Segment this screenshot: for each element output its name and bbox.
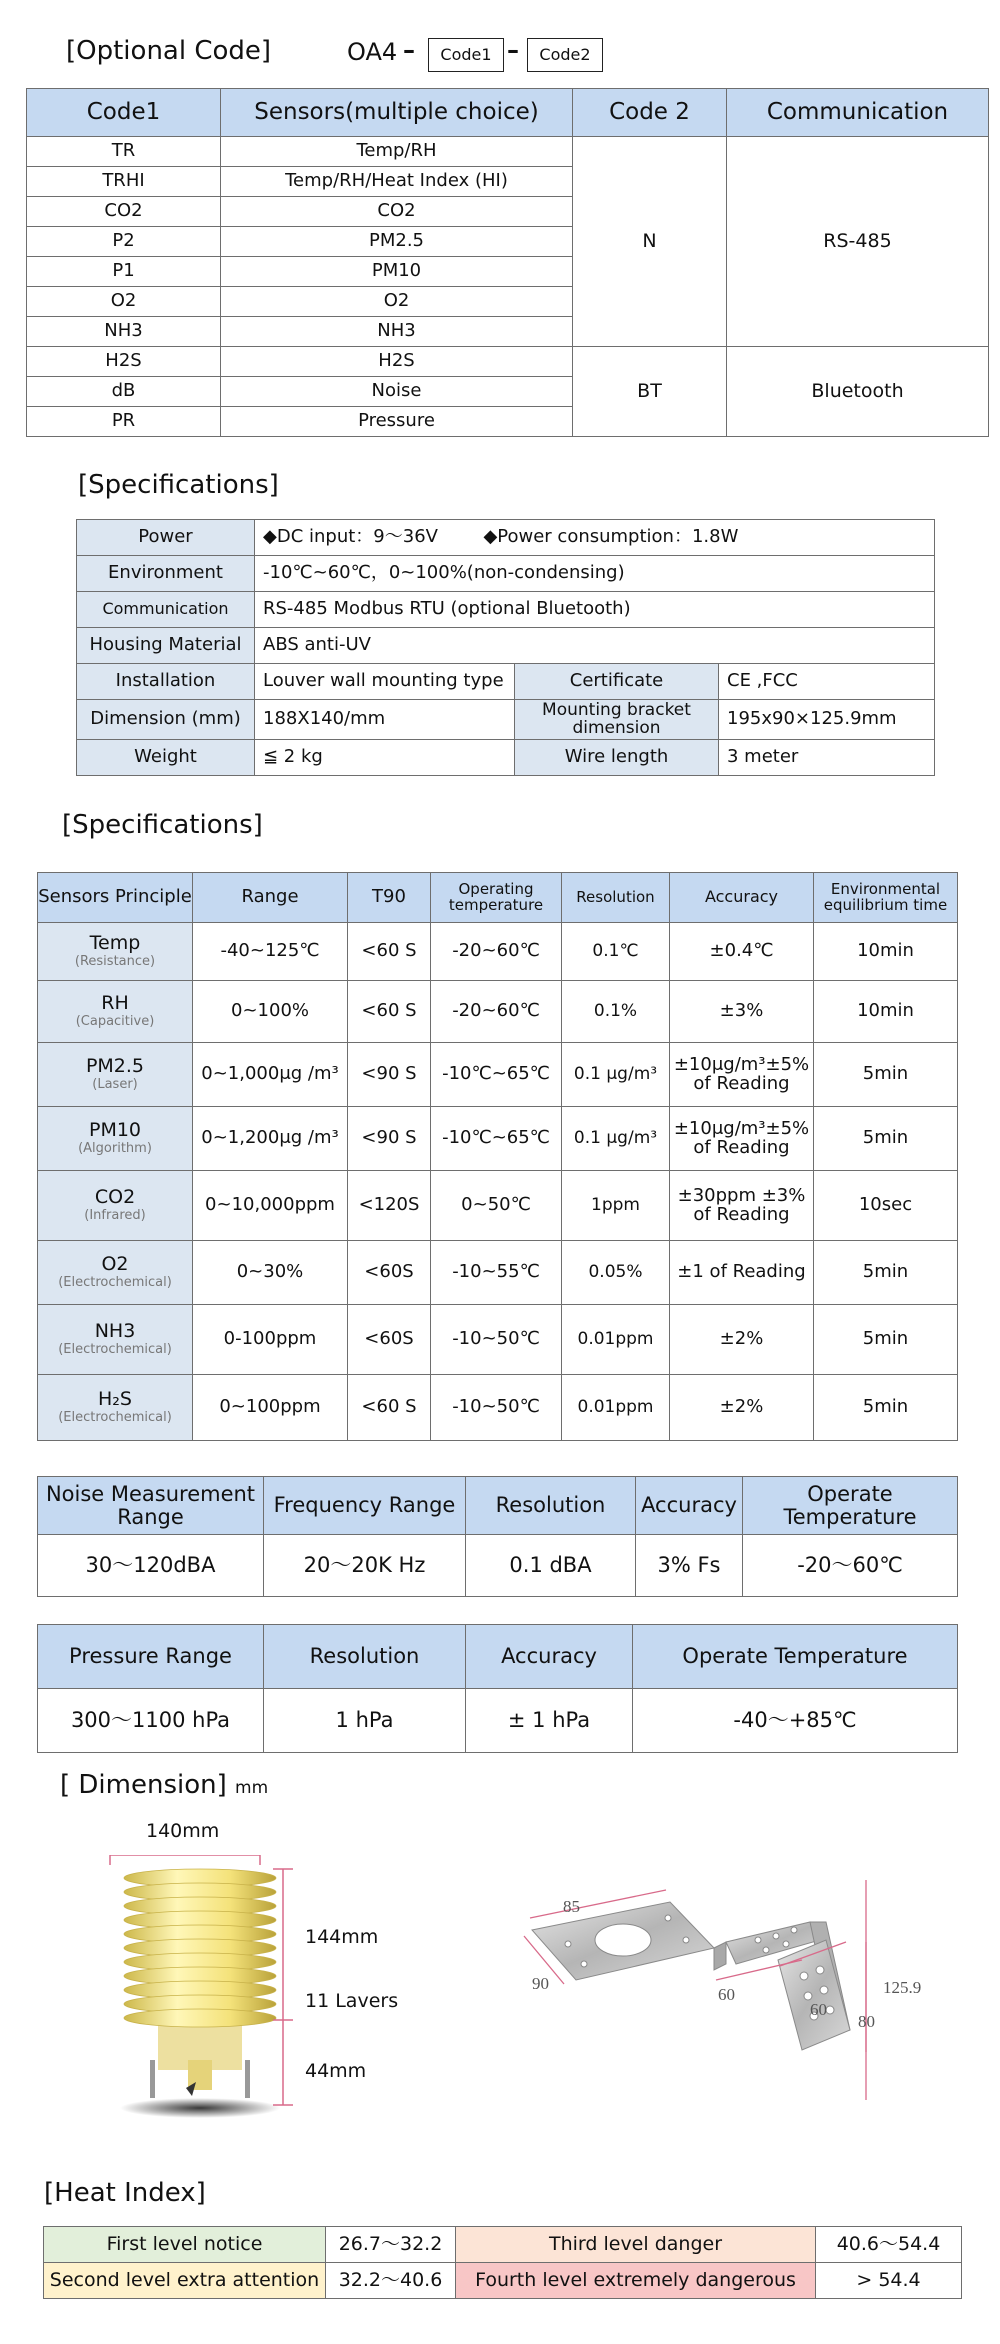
sensor-range: 0~1,000μg /m³ xyxy=(193,1043,348,1107)
pressure-table xyxy=(37,1624,958,1753)
comm-rs485: RS-485 xyxy=(727,137,989,347)
sensor-cell: Temp/RH xyxy=(221,137,573,167)
sensor-t90: <90 S xyxy=(348,1043,431,1107)
sensor-spec-table xyxy=(37,872,958,1441)
sensor-operating-temp: -10~55℃ xyxy=(431,1241,562,1305)
code-cell: PR xyxy=(27,407,221,437)
sensor-equilibrium: 10min xyxy=(814,923,958,981)
code2-box: Code2 xyxy=(527,38,603,72)
sensor-cell: Temp/RH/Heat Index (HI) xyxy=(221,167,573,197)
sensor-operating-temp: 0~50℃ xyxy=(431,1171,562,1241)
power-input: ◆DC input：9～36V xyxy=(263,526,438,548)
heat-index-title: [Heat Index] xyxy=(44,2178,206,2208)
pressure-hdr-temperature: Operate Temperature xyxy=(633,1625,958,1689)
sensor-principle: (Infrared) xyxy=(84,1207,146,1223)
bracket-90: 90 xyxy=(532,1974,549,1993)
sensor-resolution: 0.1% xyxy=(562,981,670,1043)
bracket-125: 125.9 xyxy=(883,1978,922,1997)
sensor-cell: PM10 xyxy=(221,257,573,287)
sensor-accuracy: ±2% xyxy=(670,1305,814,1375)
bracket-60-a: 60 xyxy=(718,1985,735,2004)
sensor-resolution: 0.1 μg/m³ xyxy=(562,1043,670,1107)
code-cell: P1 xyxy=(27,257,221,287)
sensor-t90: <90 S xyxy=(348,1107,431,1171)
sensor-row xyxy=(38,1043,958,1107)
sensor-range: 0~10,000ppm xyxy=(193,1171,348,1241)
sensor-range: 0~30% xyxy=(193,1241,348,1305)
sensor-resolution: 0.05% xyxy=(562,1241,670,1305)
sensor-t90: <60S xyxy=(348,1305,431,1375)
housing-label: Housing Material xyxy=(77,628,255,664)
heat-level-3: Third level danger xyxy=(456,2227,816,2263)
hdr-accuracy: Accuracy xyxy=(670,873,814,923)
sensor-row xyxy=(38,1107,958,1171)
communication-label: Communication xyxy=(77,592,255,628)
sensor-range: 0~1,200μg /m³ xyxy=(193,1107,348,1171)
sensor-operating-temp: -10℃~65℃ xyxy=(431,1043,562,1107)
sensor-resolution: 0.1℃ xyxy=(562,923,670,981)
sensor-equilibrium: 5min xyxy=(814,1107,958,1171)
sensor-equilibrium: 5min xyxy=(814,1375,958,1441)
sensor-name: O2 xyxy=(101,1253,129,1276)
pressure-hdr-resolution: Resolution xyxy=(264,1625,466,1689)
sensor-accuracy: ±10μg/m³±5% of Reading xyxy=(670,1043,814,1107)
hdr-range: Range xyxy=(193,873,348,923)
dimension-label: Dimension (mm) xyxy=(77,700,255,740)
comm-bluetooth: Bluetooth xyxy=(727,347,989,437)
spec2-title: [Specifications] xyxy=(62,810,263,840)
sensor-equilibrium: 10min xyxy=(814,981,958,1043)
communication-value: RS-485 Modbus RTU (optional Bluetooth) xyxy=(255,592,935,628)
code-cell: NH3 xyxy=(27,317,221,347)
bracket-label: Mounting bracket dimension xyxy=(515,700,719,740)
sensor-accuracy: ±0.4℃ xyxy=(670,923,814,981)
dash-1: – xyxy=(403,36,415,64)
width-label: 140mm xyxy=(146,1820,220,1842)
environment-label: Environment xyxy=(77,556,255,592)
sensor-accuracy: ±2% xyxy=(670,1375,814,1441)
sensor-cell: H2S xyxy=(221,347,573,377)
code-cell: dB xyxy=(27,377,221,407)
sensor-accuracy: ±1 of Reading xyxy=(670,1241,814,1305)
sensor-accuracy: ±3% xyxy=(670,981,814,1043)
sensor-accuracy: ±30ppm ±3% of Reading xyxy=(670,1171,814,1241)
sensor-name: PM10 xyxy=(88,1119,142,1142)
code-cell: CO2 xyxy=(27,197,221,227)
sensor-principle-cell xyxy=(38,1241,193,1305)
bottom-label: 44mm xyxy=(305,2060,367,2082)
hdr-t90: T90 xyxy=(348,873,431,923)
pressure-accuracy: ± 1 hPa xyxy=(466,1689,633,1753)
sensor-principle-cell xyxy=(38,1107,193,1171)
heat-level-4: Fourth level extremely dangerous xyxy=(456,2263,816,2299)
code-cell: O2 xyxy=(27,287,221,317)
pressure-temperature: -40～+85℃ xyxy=(633,1689,958,1753)
sensor-principle: (Electrochemical) xyxy=(58,1341,172,1357)
pressure-range: 300～1100 hPa xyxy=(38,1689,264,1753)
noise-hdr-resolution: Resolution xyxy=(466,1477,636,1535)
bracket-80: 80 xyxy=(858,2012,875,2031)
sensor-cell: Noise xyxy=(221,377,573,407)
heat-range-4: > 54.4 xyxy=(816,2263,962,2299)
heat-range-2: 32.2～40.6 xyxy=(326,2263,456,2299)
height-label: 144mm xyxy=(305,1926,379,1948)
heat-level-1: First level notice xyxy=(44,2227,326,2263)
bracket-60-b: 60 xyxy=(810,2000,827,2019)
noise-frequency: 20～20K Hz xyxy=(264,1535,466,1597)
sensor-t90: <60 S xyxy=(348,923,431,981)
hdr-code1: Code1 xyxy=(27,89,221,137)
power-value xyxy=(255,520,935,556)
dimension-unit: mm xyxy=(235,1778,269,1798)
sensor-principle-cell xyxy=(38,1305,193,1375)
sensor-resolution: 0.1 μg/m³ xyxy=(562,1107,670,1171)
sensor-name: NH3 xyxy=(94,1320,136,1343)
installation-value: Louver wall mounting type xyxy=(255,664,515,700)
pressure-hdr-range: Pressure Range xyxy=(38,1625,264,1689)
hdr-principle: Sensors Principle xyxy=(38,873,193,923)
sensor-row xyxy=(38,1305,958,1375)
sensor-range: 0-100ppm xyxy=(193,1305,348,1375)
heat-range-3: 40.6～54.4 xyxy=(816,2227,962,2263)
code-cell: P2 xyxy=(27,227,221,257)
sensor-row xyxy=(38,1171,958,1241)
noise-range: 30～120dBA xyxy=(38,1535,264,1597)
sensor-t90: <60S xyxy=(348,1241,431,1305)
noise-table xyxy=(37,1476,958,1597)
bracket-value: 195x90×125.9mm xyxy=(719,700,935,740)
sensor-principle: (Capacitive) xyxy=(75,1013,155,1029)
spec1-title: [Specifications] xyxy=(78,470,279,500)
installation-label: Installation xyxy=(77,664,255,700)
model-prefix: OA4 xyxy=(347,38,398,66)
heat-index-table xyxy=(43,2226,962,2299)
sensor-principle: (Algorithm) xyxy=(78,1140,152,1156)
noise-hdr-temperature: Operate Temperature xyxy=(743,1477,958,1535)
sensor-resolution: 1ppm xyxy=(562,1171,670,1241)
dimension-value: 188X140/mm xyxy=(255,700,515,740)
sensor-range: 0~100% xyxy=(193,981,348,1043)
sensor-name: RH xyxy=(101,992,129,1015)
code-cell: TRHI xyxy=(27,167,221,197)
dimension-title xyxy=(60,1770,268,1800)
certificate-value: CE ,FCC xyxy=(719,664,935,700)
sensor-t90: <120S xyxy=(348,1171,431,1241)
wire-label: Wire length xyxy=(515,740,719,776)
sensor-resolution: 0.01ppm xyxy=(562,1305,670,1375)
optional-code-table xyxy=(26,88,989,437)
dimension-title-text: [ Dimension] xyxy=(60,1770,227,1800)
sensor-principle-cell xyxy=(38,1171,193,1241)
sensor-equilibrium: 5min xyxy=(814,1043,958,1107)
sensor-principle: (Electrochemical) xyxy=(58,1409,172,1425)
sensor-equilibrium: 5min xyxy=(814,1305,958,1375)
noise-hdr-frequency: Frequency Range xyxy=(264,1477,466,1535)
layers-label: 11 Lavers xyxy=(305,1990,399,2012)
sensor-cell: Pressure xyxy=(221,407,573,437)
weight-label: Weight xyxy=(77,740,255,776)
optional-code-title: [Optional Code] xyxy=(66,36,272,66)
code2-bt: BT xyxy=(573,347,727,437)
sensor-principle-cell xyxy=(38,1375,193,1441)
environment-value: -10℃~60℃，0~100%(non-condensing) xyxy=(255,556,935,592)
sensor-resolution: 0.01ppm xyxy=(562,1375,670,1441)
sensor-row xyxy=(38,1375,958,1441)
hdr-sensors: Sensors(multiple choice) xyxy=(221,89,573,137)
weight-value: ≦ 2 kg xyxy=(255,740,515,776)
sensor-operating-temp: -10~50℃ xyxy=(431,1305,562,1375)
sensor-principle: (Electrochemical) xyxy=(58,1274,172,1290)
sensor-operating-temp: -10℃~65℃ xyxy=(431,1107,562,1171)
code1-box: Code1 xyxy=(428,38,504,72)
pressure-hdr-accuracy: Accuracy xyxy=(466,1625,633,1689)
heat-range-1: 26.7～32.2 xyxy=(326,2227,456,2263)
sensor-range: -40~125℃ xyxy=(193,923,348,981)
sensor-operating-temp: -20~60℃ xyxy=(431,981,562,1043)
power-label: Power xyxy=(77,520,255,556)
sensor-cell: PM2.5 xyxy=(221,227,573,257)
hdr-code2: Code 2 xyxy=(573,89,727,137)
dash-2: – xyxy=(507,36,519,64)
sensor-t90: <60 S xyxy=(348,981,431,1043)
sensor-row xyxy=(38,1241,958,1305)
sensor-operating-temp: -10~50℃ xyxy=(431,1375,562,1441)
sensor-name: PM2.5 xyxy=(85,1055,145,1078)
sensor-principle-cell xyxy=(38,981,193,1043)
sensor-name: Temp xyxy=(89,932,141,955)
noise-hdr-accuracy: Accuracy xyxy=(636,1477,743,1535)
noise-accuracy: 3% Fs xyxy=(636,1535,743,1597)
power-consumption: ◆Power consumption：1.8W xyxy=(483,526,739,548)
sensor-operating-temp: -20~60℃ xyxy=(431,923,562,981)
hdr-operating: Operating temperature xyxy=(431,873,562,923)
sensor-principle: (Resistance) xyxy=(74,953,156,969)
pressure-resolution: 1 hPa xyxy=(264,1689,466,1753)
sensor-cell: O2 xyxy=(221,287,573,317)
sensor-cell: CO2 xyxy=(221,197,573,227)
bracket-85: 85 xyxy=(563,1897,580,1916)
code2-n: N xyxy=(573,137,727,347)
hdr-communication: Communication xyxy=(727,89,989,137)
sensor-range: 0~100ppm xyxy=(193,1375,348,1441)
hdr-equilibrium: Environmental equilibrium time xyxy=(814,873,958,923)
code-cell: TR xyxy=(27,137,221,167)
sensor-accuracy: ±10μg/m³±5% of Reading xyxy=(670,1107,814,1171)
spec1-table xyxy=(76,519,935,776)
noise-hdr-range: Noise Measurement Range xyxy=(38,1477,264,1535)
housing-value: ABS anti-UV xyxy=(255,628,935,664)
sensor-cell: NH3 xyxy=(221,317,573,347)
sensor-t90: <60 S xyxy=(348,1375,431,1441)
heat-level-2: Second level extra attention xyxy=(44,2263,326,2299)
sensor-principle-cell xyxy=(38,1043,193,1107)
sensor-equilibrium: 5min xyxy=(814,1241,958,1305)
sensor-row xyxy=(38,981,958,1043)
noise-resolution: 0.1 dBA xyxy=(466,1535,636,1597)
sensor-equilibrium: 10sec xyxy=(814,1171,958,1241)
noise-temperature: -20～60℃ xyxy=(743,1535,958,1597)
sensor-principle-cell xyxy=(38,923,193,981)
sensor-principle: (Laser) xyxy=(92,1076,138,1092)
sensor-name: H₂S xyxy=(98,1388,132,1411)
wire-value: 3 meter xyxy=(719,740,935,776)
sensor-row xyxy=(38,923,958,981)
code-cell: H2S xyxy=(27,347,221,377)
sensor-name: CO2 xyxy=(94,1186,136,1209)
hdr-resolution: Resolution xyxy=(562,873,670,923)
certificate-label: Certificate xyxy=(515,664,719,700)
